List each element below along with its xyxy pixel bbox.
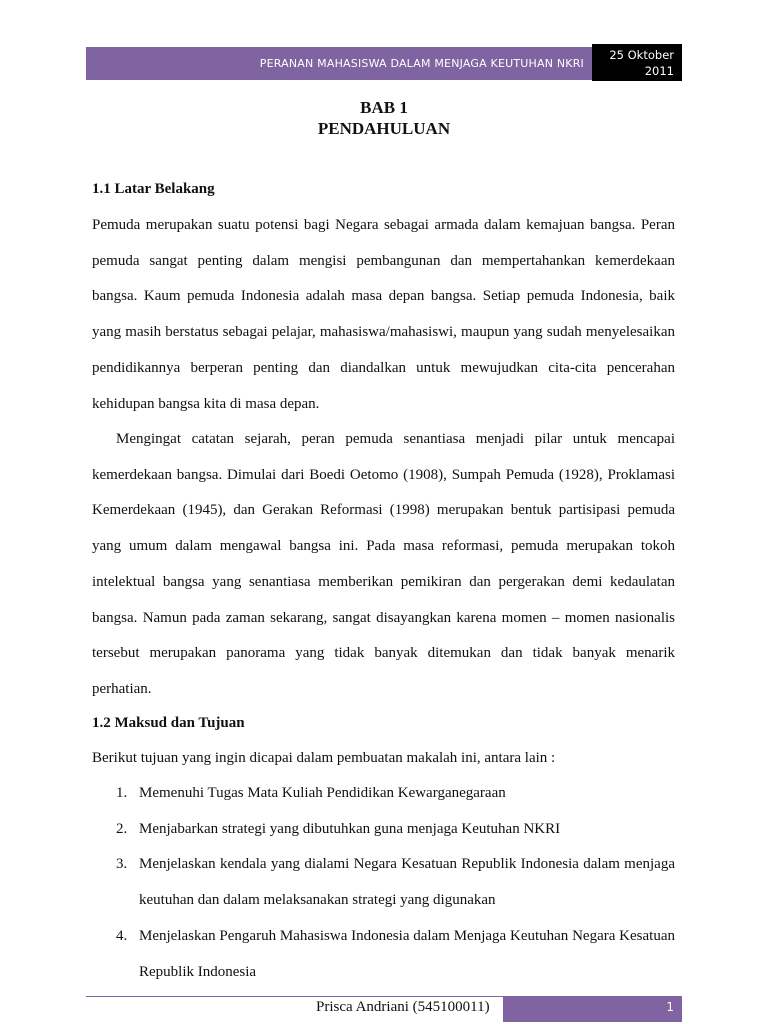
header-title: PERANAN MAHASISWA DALAM MENJAGA KEUTUHAN NKRI bbox=[259, 57, 584, 70]
list-item-number: 2. bbox=[116, 820, 128, 837]
chapter-title: PENDAHULUAN bbox=[317, 119, 451, 138]
footer-author: Prisca Andriani (545100011) bbox=[316, 999, 490, 1015]
list-item-text: Menjelaskan Pengaruh Mahasiswa Indonesia dalam Menjaga Keutuhan Negara Kesatuan Republik Indonesia bbox=[139, 927, 675, 980]
page-number: 1 bbox=[666, 1000, 674, 1014]
list-item bbox=[92, 919, 675, 990]
header-title-bar bbox=[86, 47, 592, 80]
chapter-number: BAB 1 bbox=[360, 98, 408, 117]
section-intro: Berikut tujuan yang ingin dicapai dalam pembuatan makalah ini, antara lain : bbox=[92, 750, 556, 766]
header-date-line1: 25 Oktober bbox=[609, 48, 674, 62]
list-item-number: 3. bbox=[116, 856, 128, 873]
paragraph-2: Mengingat catatan sejarah, peran pemuda senantiasa menjadi pilar untuk mencapai kemerdekaan bangsa. Dimulai dari Boedi Oetomo (1908), Sumpah Pemuda (1928), Proklamasi Kemerdekaan (1945), dan Gerakan Reformasi (1998) merupakan bentuk partisipasi pemuda yang umum dalam mengawal bangsa ini. Pada masa reformasi, pemuda merupakan tokoh intelektual bangsa yang senantiasa memberikan pemikiran dan pergerakan demi kedaulatan bangsa. Namun pada zaman sekarang, sangat disayangkan karena momen – momen nasionalis tersebut merupakan panorama yang tidak banyak ditemukan dan tidak banyak menarik perhatian. bbox=[92, 431, 675, 697]
objectives-list bbox=[92, 776, 675, 990]
list-item-number: 1. bbox=[116, 785, 128, 801]
header-date-line2: 2011 bbox=[644, 64, 674, 78]
list-item bbox=[92, 812, 675, 848]
list-item bbox=[92, 847, 675, 918]
section-heading-maksud-tujuan: 1.2 Maksud dan Tujuan bbox=[92, 715, 245, 731]
list-item-number: 4. bbox=[116, 927, 128, 944]
paragraph-1: Pemuda merupakan suatu potensi bagi Negara sebagai armada dalam kemajuan bangsa. Peran pemuda sangat penting dalam mengisi pembangunan dan mempertahankan kemerdekaan bangsa. Kaum pemuda Indonesia adalah masa depan bangsa. Setiap pemuda Indonesia, baik yang masih berstatus sebagai pelajar, mahasiswa/mahasiswi, maupun yang sudah menyelesaikan pendidikannya berperan penting dan diandalkan untuk mewujudkan cita-cita pencerahan kehidupan bangsa kita di masa depan. bbox=[92, 217, 675, 412]
footer-page-number bbox=[503, 997, 682, 1022]
list-item-text: Menjelaskan kendala yang dialami Negara Kesatuan Republik Indonesia dalam menjaga keutuhan dan dalam melaksanakan strategi yang digunakan bbox=[139, 856, 675, 909]
list-item-text: Menjabarkan strategi yang dibutuhkan guna menjaga Keutuhan NKRI bbox=[139, 820, 561, 837]
list-item bbox=[92, 776, 675, 812]
header-date bbox=[592, 44, 682, 81]
section-heading-latar-belakang: 1.1 Latar Belakang bbox=[92, 181, 215, 197]
list-item-text: Memenuhi Tugas Mata Kuliah Pendidikan Kewarganegaraan bbox=[139, 785, 506, 801]
